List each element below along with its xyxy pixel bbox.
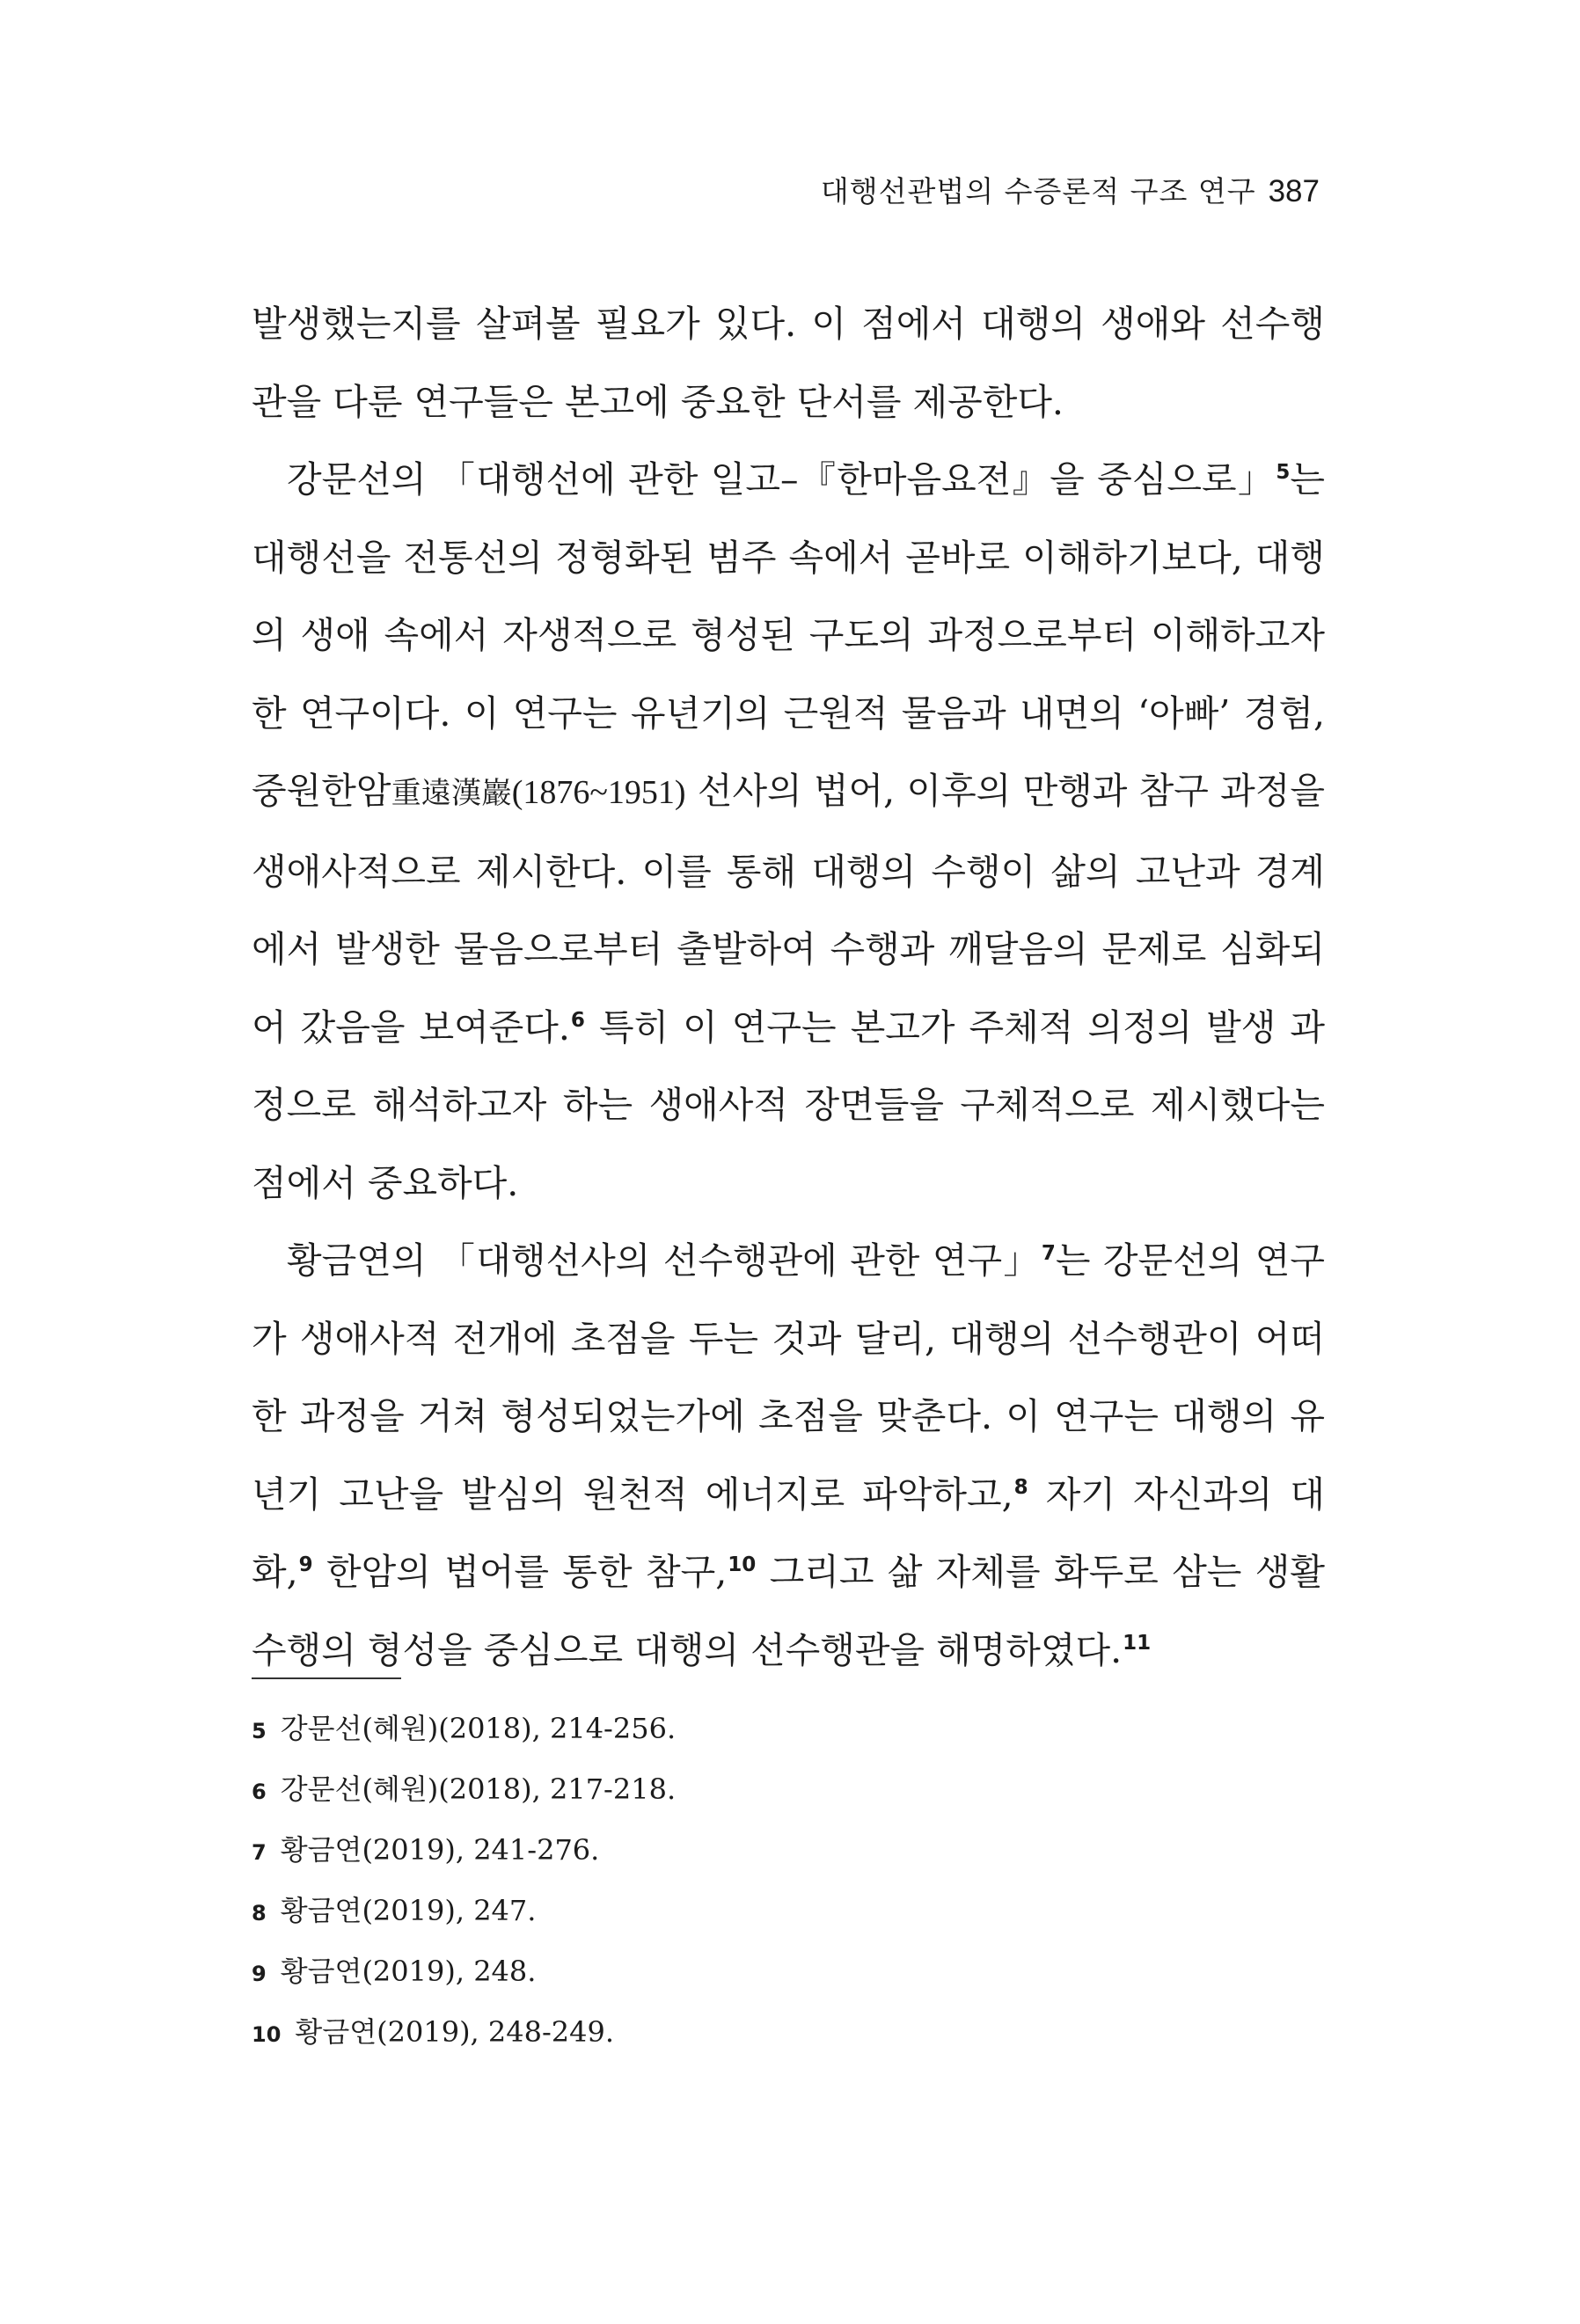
paragraph-2-text-b: 는 대행선을 전통선의 정형화된 범주 속에서 곧바로 이해하기보다, 대행의 생애 속에서 자생적으로 형성된 구도의 과정으로부터 이해하고자 한 연구이다. 이 연구는 유년기의 근원적 물음과 내면의 ‘아빠’ 경험, 중원한암 — [252, 458, 1325, 812]
footnote-item — [252, 1767, 1325, 1828]
footnote-item — [252, 1889, 1325, 1949]
page-number: 387 — [1268, 174, 1320, 208]
footnote-text: 강문선(혜원)(2018), 217-218. — [280, 1772, 677, 1806]
paragraph-3-text-c: 자기 자신과의 대화, — [252, 1473, 1325, 1593]
paragraph-1-text: 발생했는지를 살펴볼 필요가 있다. 이 점에서 대행의 생애와 선수행관을 다룬 연구들은 본고에 중요한 단서를 제공한다. — [252, 303, 1325, 423]
footnote-item — [252, 1706, 1325, 1767]
paragraph-2-text-a: 강문선의 「대행선에 관한 일고–『한마음요전』을 중심으로」 — [287, 458, 1276, 501]
footnote-text: 강문선(혜원)(2018), 214-256. — [280, 1712, 677, 1745]
paragraph-2 — [252, 441, 1325, 1222]
hanja-name: 重遠漢巖 — [391, 776, 512, 811]
footnotes — [252, 1706, 1325, 2071]
footnote-ref-5[interactable]: 5 — [1276, 461, 1291, 484]
footnote-item — [252, 1828, 1325, 1889]
footnote-ref-10[interactable]: 10 — [728, 1553, 757, 1576]
footnote-item — [252, 2010, 1325, 2071]
footnote-divider — [252, 1677, 401, 1679]
paragraph-1 — [252, 285, 1325, 441]
footnote-number: 10 — [252, 2022, 282, 2047]
paragraph-3 — [252, 1222, 1325, 1689]
footnote-ref-9[interactable]: 9 — [298, 1553, 313, 1576]
footnote-number: 7 — [252, 1840, 267, 1865]
paragraph-3-text-d: 한암의 법어를 통한 참구, — [312, 1551, 728, 1593]
paragraph-2-text-c: 선사의 법어, 이후의 만행과 참구 과정을 생애사적으로 제시한다. 이를 통해 대행의 수행이 삶의 고난과 경계에서 발생한 물음으로부터 출발하여 수행과 깨달음의 문제로 심화되어 갔음을 보여준다. — [252, 770, 1325, 1049]
running-header-title: 대행선관법의 수증론적 구조 연구 — [820, 174, 1256, 208]
footnote-ref-11[interactable]: 11 — [1123, 1631, 1152, 1655]
footnote-ref-6[interactable]: 6 — [570, 1008, 585, 1032]
footnote-item — [252, 1949, 1325, 2010]
paragraph-3-text-b: 는 강문선의 연구가 생애사적 전개에 초점을 두는 것과 달리, 대행의 선수행관이 어떠한 과정을 거쳐 형성되었는가에 초점을 맞춘다. 이 연구는 대행의 유년기 고난을 발심의 원천적 에너지로 파악하고, — [252, 1239, 1325, 1516]
running-header — [821, 174, 1320, 209]
footnote-number: 6 — [252, 1780, 267, 1804]
paragraph-2-text-d: 특히 이 연구는 본고가 주체적 의정의 발생 과정으로 해석하고자 하는 생애사적 장면들을 구체적으로 제시했다는 점에서 중요하다. — [252, 1005, 1325, 1204]
footnote-number: 5 — [252, 1719, 267, 1743]
life-years: (1876~1951) — [511, 774, 686, 811]
footnote-ref-7[interactable]: 7 — [1041, 1242, 1056, 1265]
footnote-text: 황금연(2019), 248. — [280, 1955, 537, 1988]
paragraph-3-text-a: 황금연의 「대행선사의 선수행관에 관한 연구」 — [287, 1239, 1041, 1282]
footnote-text: 황금연(2019), 241-276. — [280, 1833, 600, 1867]
footnote-number: 9 — [252, 1962, 267, 1986]
main-text — [252, 285, 1325, 1689]
footnote-number: 8 — [252, 1901, 267, 1926]
paragraph-3-text-e: 그리고 삶 자체를 화두로 삼는 생활 수행의 형성을 중심으로 대행의 선수행관을 해명하였다. — [252, 1551, 1325, 1671]
footnote-text: 황금연(2019), 247. — [280, 1894, 537, 1927]
footnote-text: 황금연(2019), 248-249. — [295, 2015, 615, 2049]
footnote-ref-8[interactable]: 8 — [1013, 1475, 1028, 1499]
